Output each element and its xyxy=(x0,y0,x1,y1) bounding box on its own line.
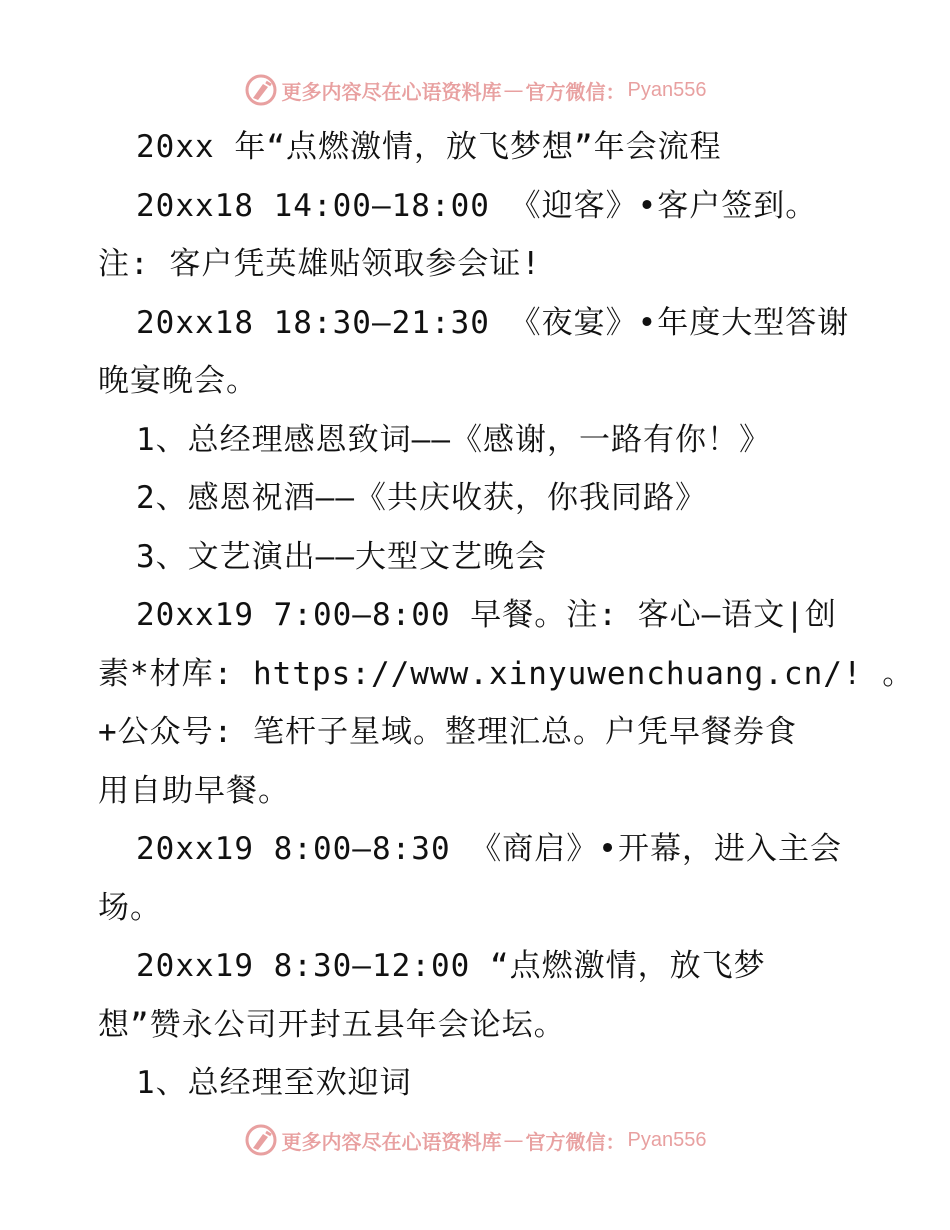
banner-wechat-id: Pyan556 xyxy=(627,1128,707,1151)
schedule-line: 想”赞永公司开封五县年会论坛。 xyxy=(98,1006,566,1043)
pen-nib-circle-icon xyxy=(244,1123,278,1157)
document-body xyxy=(98,118,915,1113)
pen-nib-circle-icon xyxy=(244,73,278,107)
list-item: 1、总经理感恩致词——《感谢，一路有你！》 xyxy=(136,421,771,458)
banner-wechat-label: 官方微信： xyxy=(525,79,626,104)
document-title: 20xx 年“点燃激情，放飞梦想”年会流程 xyxy=(136,129,722,165)
schedule-line: 晚宴晚会。 xyxy=(98,363,258,399)
banner-wechat-label: 官方微信： xyxy=(525,1129,626,1154)
schedule-line: 20xx19 7:00—8:00 早餐。注: 客心—语文|创 xyxy=(136,597,837,633)
banner-wechat-id: Pyan556 xyxy=(627,78,707,101)
schedule-line: 注: 客户凭英雄贴领取参会证! xyxy=(98,246,541,282)
schedule-line: +公众号: 笔杆子星域。整理汇总。户凭早餐券食 xyxy=(98,714,797,750)
header-watermark-banner xyxy=(0,70,950,110)
list-item: 2、感恩祝酒——《共庆收获，你我同路》 xyxy=(136,480,707,516)
list-item: 3、文艺演出——大型文艺晚会 xyxy=(136,538,547,575)
schedule-line: 用自助早餐。 xyxy=(98,772,290,809)
schedule-line: 20xx18 18:30—21:30 《夜宴》•年度大型答谢 xyxy=(136,304,850,341)
schedule-line: 20xx19 8:30—12:00 “点燃激情，放飞梦 xyxy=(136,948,766,984)
banner-separator: — xyxy=(503,1128,524,1152)
footer-watermark-banner xyxy=(0,1120,950,1160)
banner-site-text: 更多内容尽在心语资料库 xyxy=(281,79,502,104)
banner-site-text: 更多内容尽在心语资料库 xyxy=(281,1129,502,1154)
list-item: 1、总经理至欢迎词 xyxy=(136,1065,412,1101)
schedule-line: 20xx18 14:00—18:00 《迎客》•客户签到。 xyxy=(136,187,818,224)
schedule-line: 素*材库: https://www.xinyuwenchuang.cn/! 。 xyxy=(98,655,915,692)
schedule-line: 场。 xyxy=(98,889,162,926)
banner-separator: — xyxy=(503,78,524,102)
schedule-line: 20xx19 8:00—8:30 《商启》•开幕，进入主会 xyxy=(136,831,842,867)
